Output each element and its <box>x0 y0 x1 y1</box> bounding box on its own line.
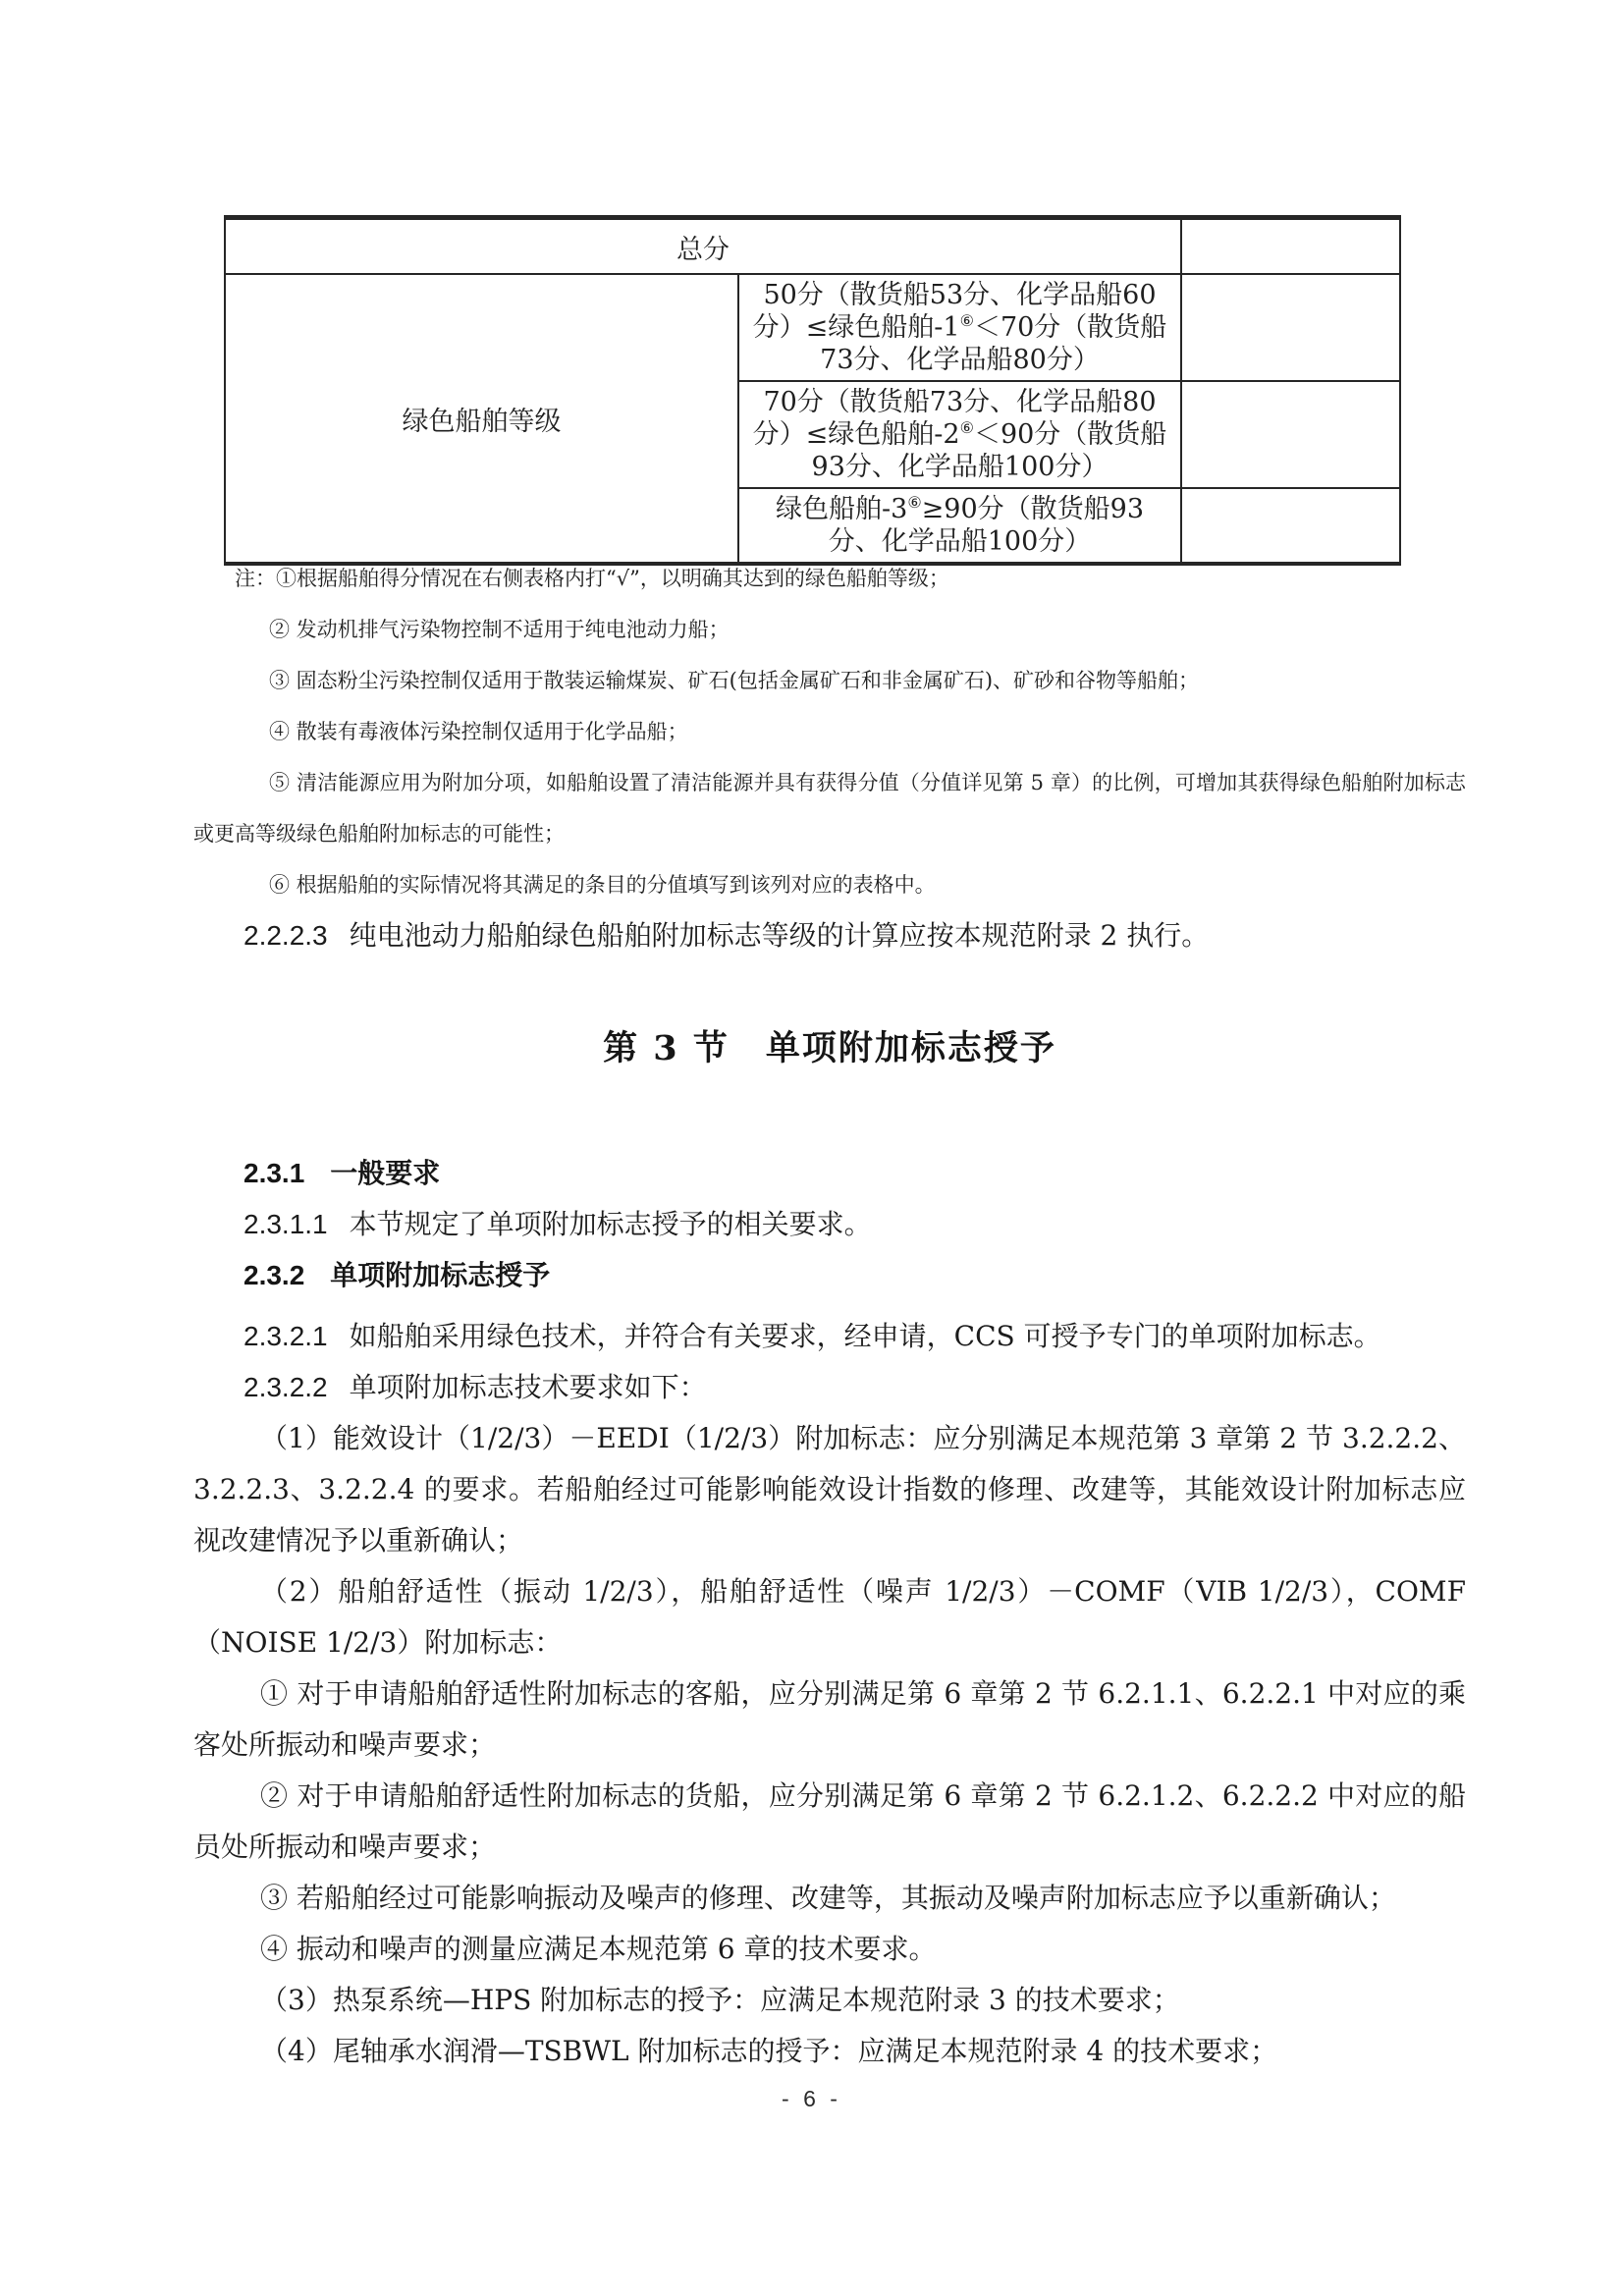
table-row <box>225 218 1400 275</box>
grade-range-text: ＜90分（散货船93分、化学品船100分） <box>811 419 1167 482</box>
page-number: - 6 - <box>782 2086 841 2111</box>
heading-title: 单项附加标志授予 <box>330 1260 551 1290</box>
clause-text: 本节规定了单项附加标志授予的相关要求。 <box>349 1208 872 1240</box>
para-item-6: ④ 振动和噪声的测量应满足本规范第 6 章的技术要求。 <box>260 1933 937 1965</box>
total-score-header-cell: 总分 <box>225 218 1181 275</box>
para-item-2: （2）船舶舒适性（振动 1/2/3），船舶舒适性（噪声 1/2/3）－COMF（VIB 1/2/3），COMF（NOISE 1/2/3）附加标志： <box>193 1575 1466 1659</box>
tick-cell-grade-2 <box>1181 381 1400 488</box>
clause-text: 如船舶采用绿色技术，并符合有关要求，经申请，CCS 可授予专门的单项附加标志。 <box>349 1320 1381 1352</box>
para-item-5: ③ 若船舶经过可能影响振动及噪声的修理、改建等，其振动及噪声附加标志应予以重新确认； <box>260 1882 1396 1914</box>
grade-row-header-cell: 绿色船舶等级 <box>225 274 738 564</box>
table-notes <box>193 553 1466 910</box>
note-item-1: 注：①根据船舶得分情况在右侧表格内打“√”，以明确其达到的绿色船舶等级； <box>235 567 949 590</box>
para-item-8: （4）尾轴承水润滑—TSBWL 附加标志的授予：应满足本规范附录 4 的技术要求； <box>260 2035 1278 2067</box>
grade-range-text: ＜70分（散货船73分、化学品船80分） <box>820 312 1167 375</box>
grade-range-text: 50分（散货船53分、化学品船60分）≤绿色船舶-1 <box>752 280 1157 343</box>
note-item-4: ④ 散装有毒液体污染控制仅适用于化学品船； <box>269 720 688 743</box>
green-ship-grade-table <box>224 215 1401 566</box>
para-item-7: （3）热泵系统—HPS 附加标志的授予：应满足本规范附录 3 的技术要求； <box>260 1984 1180 2016</box>
heading-2-3-2 <box>193 1250 1466 1301</box>
heading-number: 2.3.1 <box>243 1158 305 1188</box>
para-item-3: ① 对于申请船舶舒适性附加标志的客船，应分别满足第 6 章第 2 节 6.2.1.1、6.2.2.1 中对应的乘客处所振动和噪声要求； <box>193 1677 1466 1761</box>
body-content <box>193 553 1466 2077</box>
clause-number: 2.3.1.1 <box>243 1209 328 1239</box>
para-item-1: （1）能效设计（1/2/3）－EEDI（1/2/3）附加标志：应分别满足本规范第 3 章第 2 节 3.2.2.2、3.2.2.3、3.2.2.4 的要求。若船舶经过可能影响能效设计指数的修理、改建等，其能效设计附加标志应视改建情况予以重新确认； <box>193 1422 1466 1557</box>
grade-range-text: 70分（散货船73分、化学品船80分）≤绿色船舶-2 <box>752 387 1157 450</box>
clause-2-3-2-1 <box>193 1311 1466 1362</box>
note-ref-superscript: ⑥ <box>959 311 974 330</box>
heading-number: 2.3.2 <box>243 1260 305 1290</box>
clause-number: 2.3.2.1 <box>243 1321 328 1351</box>
note-ref-superscript: ⑥ <box>907 493 922 512</box>
tick-cell-grade-1 <box>1181 274 1400 381</box>
clause-number: 2.2.2.3 <box>243 920 328 951</box>
clause-2-2-2-3 <box>193 910 1466 961</box>
clause-number: 2.3.2.2 <box>243 1372 328 1402</box>
clause-text: 纯电池动力船舶绿色船舶附加标志等级的计算应按本规范附录 2 执行。 <box>349 919 1210 952</box>
grade-range-text: 绿色船舶-3 <box>776 494 908 524</box>
note-ref-superscript: ⑥ <box>959 418 974 437</box>
note-item-3: ③ 固态粉尘污染控制仅适用于散装运输煤炭、矿石(包括金属矿石和非金属矿石)、矿砂和谷物等船舶； <box>269 669 1200 692</box>
tick-cell-total <box>1181 218 1400 275</box>
para-item-4: ② 对于申请船舶舒适性附加标志的货船，应分别满足第 6 章第 2 节 6.2.1.2、6.2.2.2 中对应的船员处所振动和噪声要求； <box>193 1779 1466 1863</box>
heading-title: 一般要求 <box>330 1158 441 1188</box>
grade-range-text: ≥90分（散货船93分、化学品船100分） <box>828 494 1144 557</box>
clause-text: 单项附加标志技术要求如下： <box>349 1371 707 1403</box>
heading-2-3-1 <box>193 1148 1466 1199</box>
clause-2-3-1-1 <box>193 1199 1466 1250</box>
note-item-2: ② 发动机排气污染物控制不适用于纯电池动力船； <box>269 618 730 641</box>
grade-range-cell-2 <box>738 381 1181 488</box>
table-row <box>225 274 1400 381</box>
note-item-6: ⑥ 根据船舶的实际情况将其满足的条目的分值填写到该列对应的表格中。 <box>269 873 936 897</box>
grade-range-cell-1 <box>738 274 1181 381</box>
clause-2-3-2-2 <box>193 1362 1466 1413</box>
section-3-heading: 第 3 节 单项附加标志授予 <box>603 1028 1056 1068</box>
note-item-5: ⑤ 清洁能源应用为附加分项，如船舶设置了清洁能源并具有获得分值（分值详见第 5 章）的比例，可增加其获得绿色船舶附加标志或更高等级绿色船舶附加标志的可能性； <box>193 771 1466 846</box>
